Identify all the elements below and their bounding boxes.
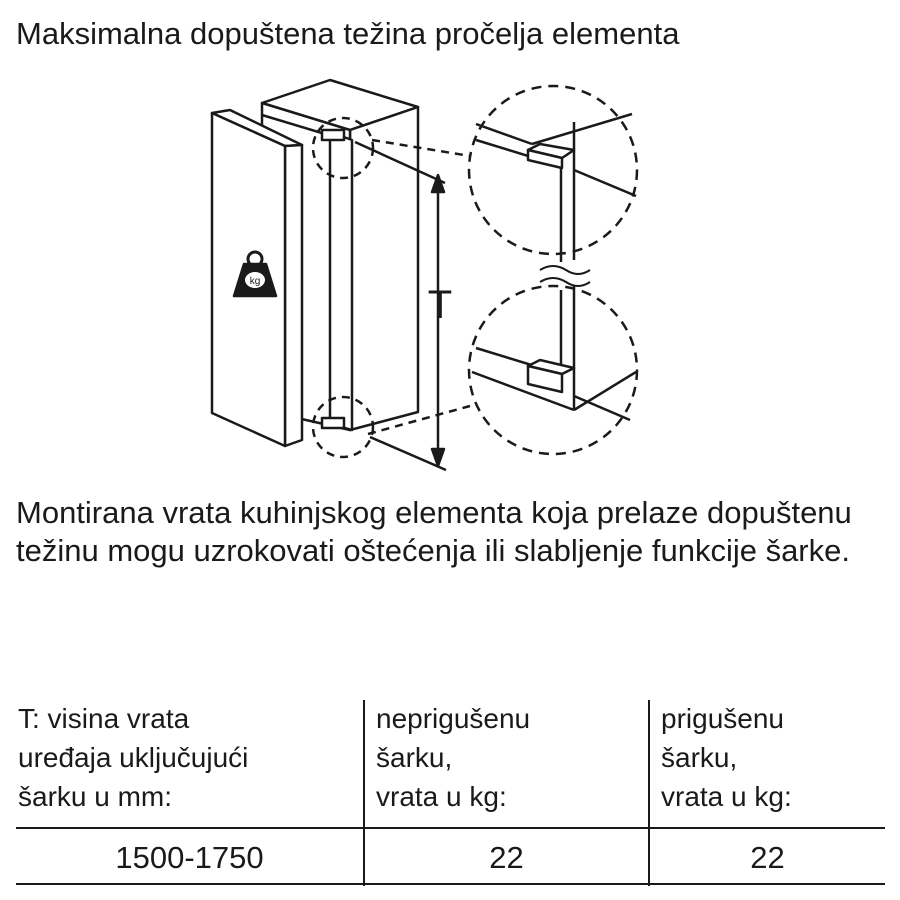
header-divider xyxy=(16,827,885,829)
table-header-damped: prigušenu šarku, vrata u kg: xyxy=(661,703,792,812)
table-header-height: T: visina vrata uređaja uključujući šarku u mm: xyxy=(18,703,249,812)
height-marker: T xyxy=(427,283,453,327)
table-bottom-border xyxy=(16,883,885,885)
top-detail xyxy=(476,114,636,262)
bottom-detail xyxy=(472,286,636,420)
table-cell-height-range: 1500-1750 xyxy=(115,840,264,875)
table-cell-undamped-kg: 22 xyxy=(489,840,524,875)
warning-description: Montirana vrata kuhinjskog elementa koja prelaze dopuštenu težinu mogu uzrokovati oštećenja ili slabljenje funkcije šarke. xyxy=(16,495,852,568)
weight-spec-table xyxy=(16,700,885,886)
top-detail-circle xyxy=(469,86,637,254)
table-header-undamped: neprigušenu šarku, vrata u kg: xyxy=(376,703,531,812)
table-cell-damped-kg: 22 xyxy=(750,840,785,875)
weight-label: kg xyxy=(249,276,261,287)
page-title: Maksimalna dopuštena težina pročelja elementa xyxy=(16,16,680,51)
